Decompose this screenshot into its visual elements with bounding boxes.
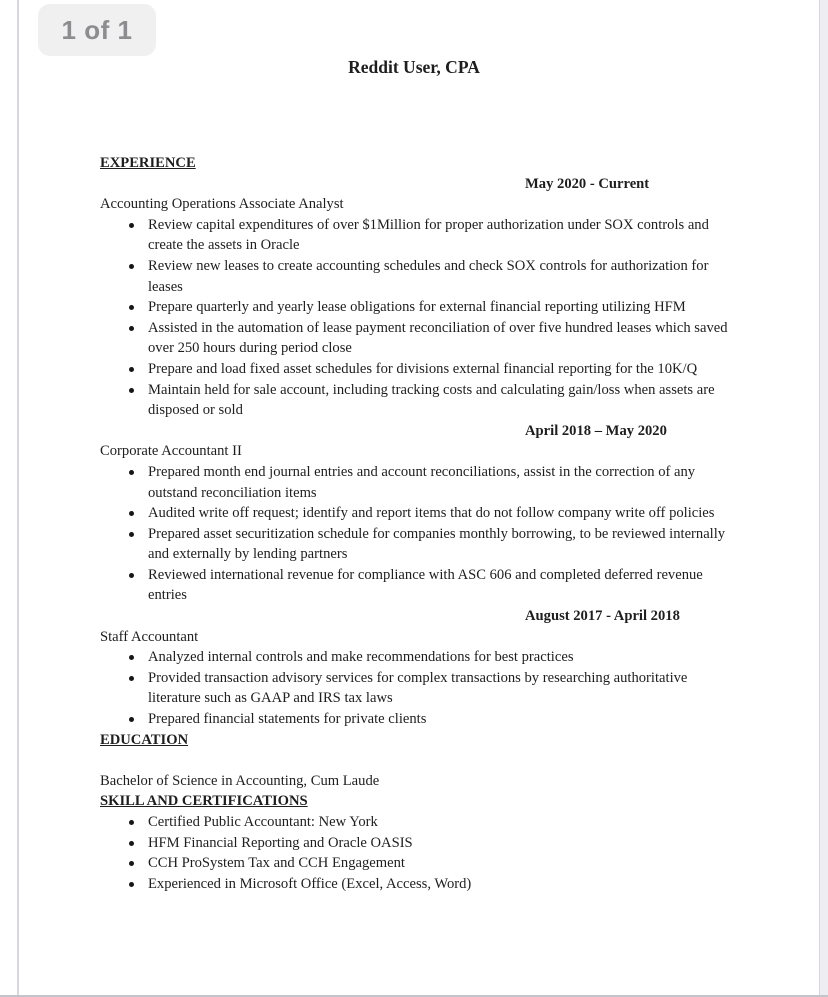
education-degree: Bachelor of Science in Accounting, Cum Laude [100,772,380,789]
bullet-item [100,874,728,895]
document-title: Reddit User, CPA [348,57,480,77]
bullet-text: Prepared month end journal entries and account reconciliations, assist in the correction of any outstand reconciliation items [148,463,696,501]
education-heading: EDUCATION [100,731,189,748]
job-title: Accounting Operations Associate Analyst [100,196,344,213]
bullet-text: Prepare and load fixed asset schedules for divisions external financial reporting for the 10K/Q [148,360,698,377]
page-indicator-text: 1 of 1 [61,14,133,45]
experience-job [100,606,728,730]
resume-document [100,0,728,894]
bullet-text: Review capital expenditures of over $1Million for proper authorization under SOX controls and create the assets in Oracle [148,216,709,254]
bullet-text: Certified Public Accountant: New York [148,814,378,830]
bullet-item [100,833,728,854]
bullet-text: Prepared financial statements for private clients [148,711,427,728]
bullet-text: Provided transaction advisory services for complex transactions by researching authoritative literature such as GAAP and IRS tax laws [148,669,688,707]
bullet-icon [129,676,134,681]
bullet-icon [129,717,134,722]
skills-heading: SKILL AND CERTIFICATIONS [100,793,308,810]
bullet-item [100,709,728,730]
scrollbar-track[interactable] [819,0,828,997]
bullet-text: HFM Financial Reporting and Oracle OASIS [148,834,413,851]
bullet-icon [129,820,134,825]
bullet-item [100,647,728,668]
bullet-item [100,215,728,256]
bullet-text: Prepare quarterly and yearly lease obligations for external financial reporting utilizing HFM [148,299,686,316]
bullet-icon [129,841,134,846]
job-dates: May 2020 - Current [525,175,650,192]
page-left-edge [17,0,19,997]
bullet-text: Prepared asset securitization schedule for companies monthly borrowing, to be reviewed internally and externally by lending partners [148,525,726,563]
bullet-item [100,812,728,833]
experience-heading: EXPERIENCE [100,155,196,171]
bullet-icon [129,264,134,269]
experience-job [100,174,728,421]
job-dates: August 2017 - April 2018 [525,608,680,625]
bullet-icon [129,470,134,475]
bullet-text: Assisted in the automation of lease payment reconciliation of over five hundred leases which saved over 250 hours during period close [148,319,728,357]
bullet-text: Audited write off request; identify and report items that do not follow company write off policies [148,505,715,522]
bullet-icon [129,511,134,516]
bullet-icon [129,882,134,887]
job-dates: April 2018 – May 2020 [525,422,667,439]
job-title: Corporate Accountant II [100,443,242,460]
bullet-item [100,256,728,297]
bullet-text: Maintain held for sale account, including tracking costs and calculating gain/loss when assets are disposed or sold [148,381,715,419]
bullet-item [100,853,728,874]
bullet-text: Analyzed internal controls and make recommendations for best practices [148,649,574,666]
bullet-icon [129,573,134,578]
bullet-icon [129,367,134,372]
bullet-text: Review new leases to create accounting schedules and check SOX controls for authorization for leases [148,257,709,295]
bullet-item [100,297,728,318]
bullet-item [100,380,728,421]
bullet-text: Reviewed international revenue for compliance with ASC 606 and completed deferred revenue entries [148,566,703,604]
bullet-item [100,318,728,359]
job-title: Staff Accountant [100,628,199,645]
bullet-icon [129,326,134,331]
bullet-icon [129,388,134,393]
bullet-item [100,462,728,503]
bullet-item [100,565,728,606]
bullet-icon [129,655,134,660]
bullet-text: Experienced in Microsoft Office (Excel, Access, Word) [148,875,472,892]
bullet-item [100,359,728,380]
bullet-item [100,668,728,709]
bullet-icon [129,532,134,537]
bullet-icon [129,223,134,228]
skills-list [100,812,728,894]
bullet-text: CCH ProSystem Tax and CCH Engagement [148,855,405,872]
bullet-item [100,524,728,565]
bullet-icon [129,861,134,866]
bullet-item [100,503,728,524]
bullet-icon [129,305,134,310]
experience-job [100,421,728,606]
